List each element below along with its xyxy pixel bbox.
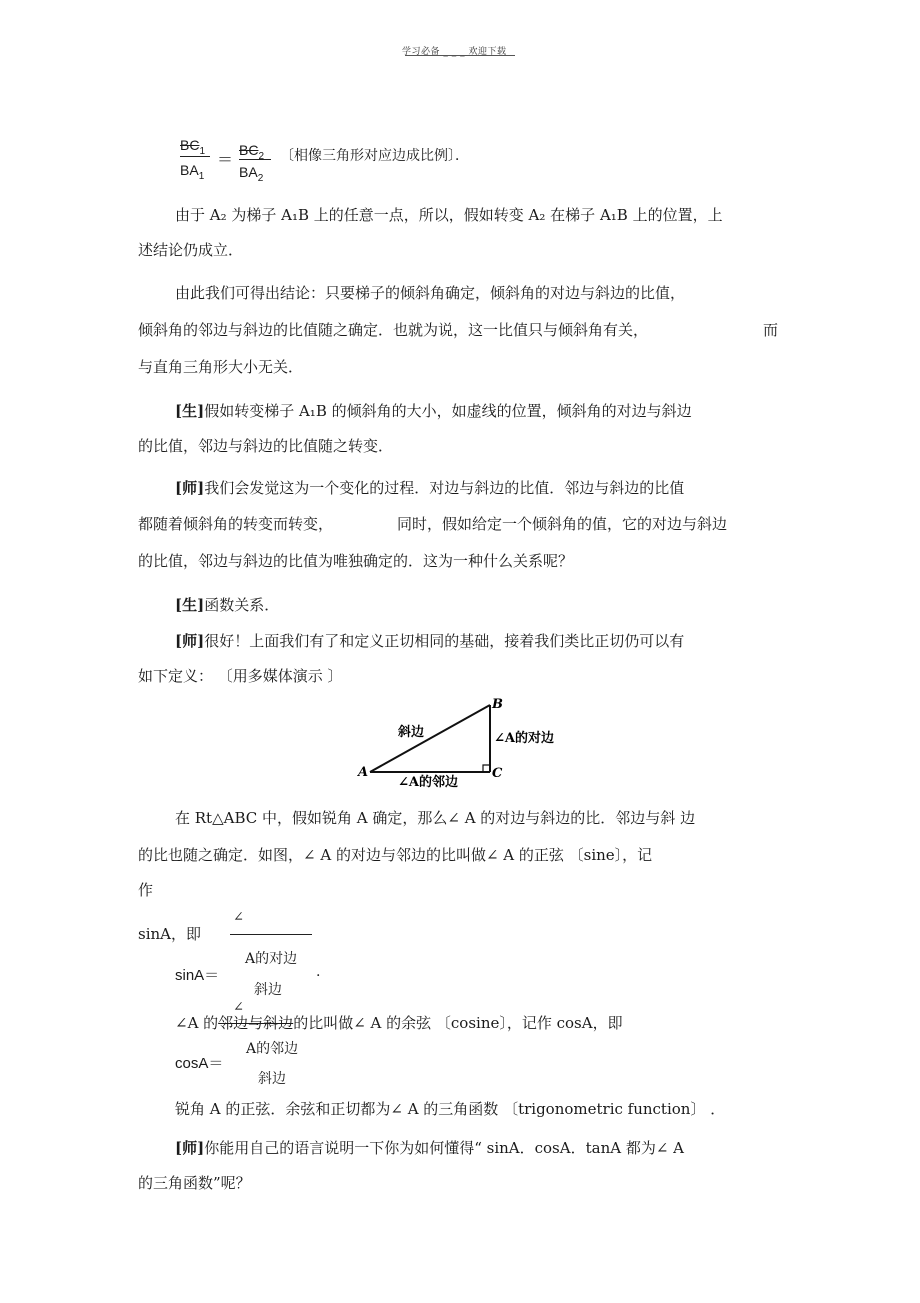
- page-header: 学习必备 _ _ _ 欢迎下载: [402, 47, 507, 57]
- para1-line1: 由于 A₂ 为梯子 A₁B 上的任意一点，所以，假如转变 A₂ 在梯子 A₁B 上的位置，上: [175, 206, 723, 224]
- para4-line3: 的比值，邻边与斜边的比值为唯独确定的．这为一种什么关系呢？: [138, 552, 574, 570]
- para2-line3: 与直角三角形大小无关．: [138, 358, 304, 376]
- para6-line1: [师]很好！上面我们有了和定义正切相同的基础，接着我们类比正切仍可以有: [175, 632, 685, 650]
- cos-numerator: A的邻边: [246, 1041, 299, 1057]
- fraction-1-denominator: $BA_1$: [180, 162, 205, 182]
- fraction-2-numerator: $BC_2$: [239, 142, 265, 162]
- hypotenuse: [370, 705, 490, 772]
- sin-top-rule: [230, 934, 312, 935]
- sin-period: .: [316, 964, 321, 980]
- def1-line1: 在 Rt△ABC 中，假如锐角 A 确定，那么∠ A 的对边与斜边的比．邻边与斜 边: [175, 809, 696, 827]
- para2-line2-end: 而: [763, 321, 779, 339]
- para3-line2: 的比值，邻边与斜边的比值随之转变．: [138, 437, 394, 455]
- cos-denominator: 斜边: [258, 1071, 286, 1087]
- para3-line1: [生]假如转变梯子 A₁B 的倾斜角的大小，如虚线的位置，倾斜角的对边与斜边: [175, 402, 692, 420]
- opposite-label: ∠A的对边: [494, 731, 554, 746]
- ratio-note: 〔相像三角形对应边成比例〕．: [280, 148, 469, 164]
- para2-line1: 由此我们可得出结论：只要梯子的倾斜角确定，倾斜角的对边与斜边的比值，: [175, 284, 686, 302]
- speaker-tag: [师]: [175, 479, 205, 497]
- vertex-b-label: B: [492, 697, 503, 712]
- equals-sign: ＝: [217, 152, 234, 169]
- sin-denominator: 斜边: [254, 982, 282, 998]
- header-rule: [405, 55, 515, 56]
- para5-line1: [生]函数关系．: [175, 596, 280, 614]
- adjacent-label: ∠A的邻边: [398, 775, 458, 790]
- sin-angle-mark: ∠: [233, 910, 244, 925]
- right-angle-mark: [483, 765, 490, 772]
- fraction-2-bar: [239, 159, 271, 160]
- para6-line2: 如下定义： 〔用多媒体演示 〕: [138, 667, 343, 685]
- fraction-2-denominator: $BA_2$: [239, 164, 264, 184]
- speaker-tag: [生]: [175, 402, 205, 420]
- para2-line2: 倾斜角的邻边与斜边的比值随之确定．也就为说，这一比值只与倾斜角有关，: [138, 321, 649, 339]
- cos-def-line: ∠A 的邻边与斜边的比叫做∠ A 的余弦 〔cosine〕，记作 cosA，即: [175, 1014, 623, 1032]
- speaker-tag: [师]: [175, 632, 205, 650]
- def1-line2: 的比也随之确定．如图，∠ A 的对边与邻边的比叫做∠ A 的正弦 〔sine〕，记: [138, 846, 653, 864]
- vertex-a-label: A: [358, 765, 369, 780]
- def1-line3: 作: [138, 881, 154, 899]
- sin-numerator: A的对边: [245, 951, 298, 967]
- trig-function-line: 锐角 A 的正弦．余弦和正切都为∠ A 的三角函数 〔trigonometric function〕 ．: [175, 1100, 726, 1118]
- para4-line1: [师]我们会发觉这为一个变化的过程．对边与斜边的比值．邻边与斜边的比值: [175, 479, 685, 497]
- para4-line2-end: 同时，假如给定一个倾斜角的值，它的对边与斜边: [397, 515, 728, 533]
- cos-eq: cosA＝: [175, 1055, 224, 1072]
- para1-line2: 述结论仍成立．: [138, 241, 244, 259]
- speaker-tag: [生]: [175, 596, 205, 614]
- cos-angle-mark: ∠: [233, 1000, 244, 1015]
- fraction-1-numerator: $BC_1$: [180, 137, 206, 157]
- para4-line2: 都随着倾斜角的转变而转变，: [138, 515, 334, 533]
- sin-eq: sinA＝: [175, 967, 220, 984]
- sin-lead: sinA，即: [138, 925, 201, 943]
- fraction-1-bar: [180, 156, 210, 157]
- question-line1: [师]你能用自己的语言说明一下你为如何懂得“ sinA．cosA．tanA 都为∠ A: [175, 1139, 684, 1157]
- speaker-tag: [师]: [175, 1139, 205, 1157]
- right-triangle-diagram: [350, 692, 580, 792]
- question-line2: 的三角函数”呢？: [138, 1174, 251, 1192]
- vertex-c-label: C: [492, 766, 503, 781]
- hypotenuse-label: 斜边: [398, 725, 425, 740]
